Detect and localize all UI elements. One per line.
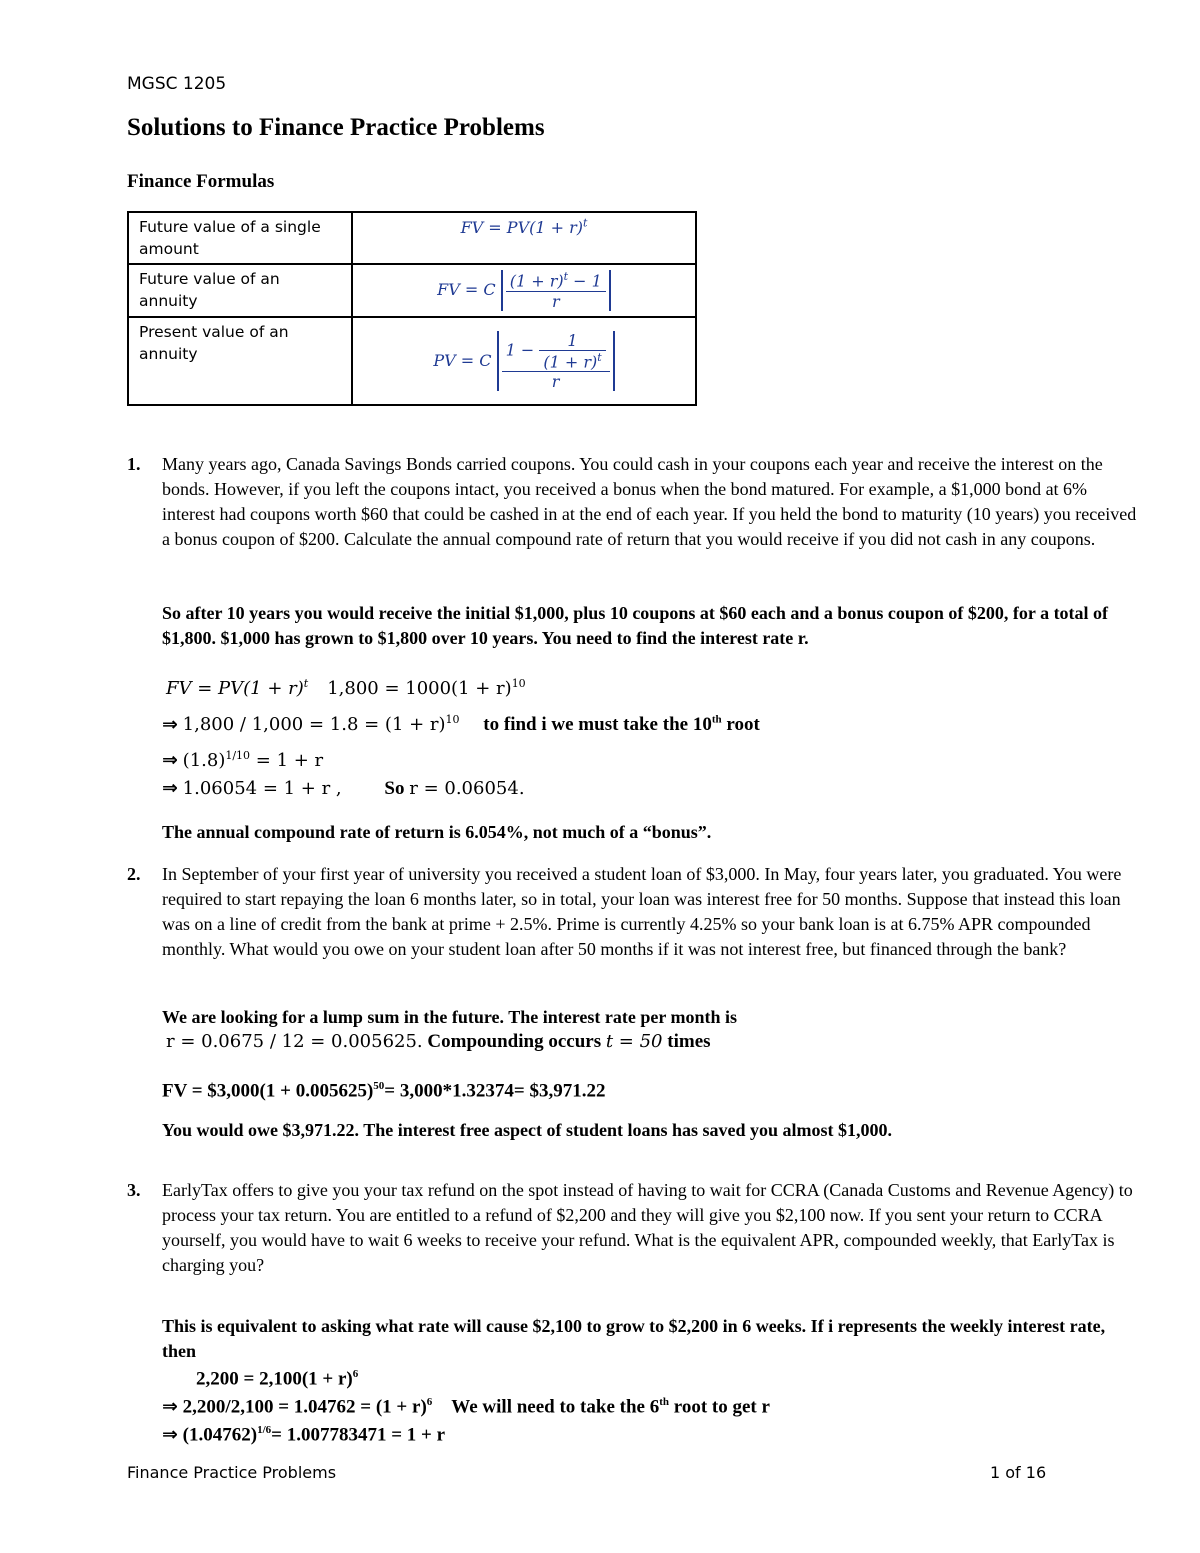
eq-note-sup: th <box>711 714 722 726</box>
problem-1 <box>127 452 1137 552</box>
implies-icon: ⇒ <box>162 713 178 736</box>
implies-icon: ⇒ <box>162 777 178 799</box>
eq-note-end: root <box>721 714 760 736</box>
eq-text: FV = PV(1 + r) <box>166 678 304 699</box>
formula-fv-single: FV = $PV(1 + r)^t$ <box>460 217 588 238</box>
problem-2 <box>127 862 1137 962</box>
eq-text: t = 50 <box>605 1031 663 1052</box>
formula-label: Future value of an annuity <box>128 264 352 317</box>
eq-text: 1.06054 = 1 + r , <box>182 778 342 799</box>
eq-exponent: 50 <box>373 1080 385 1092</box>
eq-exponent: 1/10 <box>225 749 251 762</box>
problem-3 <box>127 1178 1137 1278</box>
eq-exponent: 10 <box>511 677 526 690</box>
problem-number: 2. <box>127 864 141 884</box>
section-title: Finance Formulas <box>127 171 275 192</box>
eq-note: times <box>667 1031 711 1052</box>
problem-number: 1. <box>127 454 141 474</box>
eq-text: r = 0.06054. <box>409 778 525 799</box>
formula-row <box>128 212 696 264</box>
eq-note-sup: th <box>659 1396 669 1408</box>
equation <box>162 1416 445 1449</box>
eq-exponent: 10 <box>445 713 460 727</box>
formula-row <box>128 264 696 317</box>
problem-number: 3. <box>127 1180 141 1200</box>
eq-text: 1,800 = 1000(1 + r) <box>327 678 512 699</box>
implies-icon: ⇒ <box>162 749 178 771</box>
equation <box>162 670 526 703</box>
formula-fv-annuity: FV = C $\frac{(1 + r)^t - 1}{r}$ <box>437 280 611 299</box>
formula-cell <box>352 212 696 264</box>
problem-text: EarlyTax offers to give you your tax refund on the spot instead of having to wait for CCRA (Canada Customs and Revenue Agency) to process your tax return. You are entitled to a refund of $2,200 and they will give you $2,100 now. If you sent your return to CCRA yourself, you would have to wait 6 weeks to receive your refund. What is the equivalent APR, compounded weekly, that EarlyTax is charging you? <box>162 1180 1133 1275</box>
eq-exponent: 6 <box>426 1396 433 1408</box>
formulas-table <box>127 211 697 406</box>
eq-exponent: 1/6 <box>257 1424 272 1436</box>
eq-text: 2,200/2,100 = 1.04762 = (1 + r) <box>182 1396 427 1418</box>
eq-note-end: root to get r <box>669 1396 770 1418</box>
equation <box>162 706 760 739</box>
eq-exponent: 6 <box>352 1368 359 1380</box>
equation <box>162 774 525 803</box>
formula-cell <box>352 264 696 317</box>
eq-text: 1,800 / 1,000 = 1.8 = (1 + r) <box>182 714 446 736</box>
eq-text: 2,200 = 2,100(1 + r) <box>196 1368 353 1390</box>
eq-text: = 1.007783471 = 1 + r <box>271 1424 446 1446</box>
formula-cell <box>352 317 696 405</box>
formula-label: Present value of an annuity <box>128 317 352 405</box>
eq-text: = 3,000*1.32374= $3,971.22 <box>384 1080 606 1102</box>
equation <box>162 1028 711 1056</box>
eq-note: Compounding occurs <box>427 1031 602 1052</box>
equation <box>162 1072 605 1105</box>
problem-1-conclusion: The annual compound rate of return is 6.054%, not much of a “bonus”. <box>162 822 712 842</box>
eq-text: (1.04762) <box>182 1424 258 1446</box>
course-code: MGSC 1205 <box>127 74 227 94</box>
eq-note: to find i we must take the 10 <box>483 714 712 736</box>
eq-text: FV = $3,000(1 + 0.005625) <box>162 1080 374 1102</box>
page-title: Solutions to Finance Practice Problems <box>127 114 545 141</box>
implies-icon: ⇒ <box>162 1395 178 1418</box>
page-number: 1 of 16 <box>990 1463 1047 1482</box>
problem-3-solution: This is equivalent to asking what rate will cause $2,100 to grow to $2,200 in 6 weeks. If i represents the weekly interest rate, then <box>162 1316 1106 1361</box>
problem-text: Many years ago, Canada Savings Bonds carried coupons. You could cash in your coupons each year and receive the interest on the bonds. However, if you left the coupons intact, you received a bonus when the bond matured. For example, a $1,000 bond at 6% interest had coupons worth $60 that could be cashed in at the end of each year. If you held the bond to maturity (10 years) you received a bonus coupon of $200. Calculate the annual compound rate of return that you would receive if you did not cash in any coupons. <box>162 454 1137 549</box>
implies-icon: ⇒ <box>162 1423 178 1446</box>
eq-note: So <box>384 778 405 799</box>
eq-exponent: t <box>303 677 309 690</box>
problem-2-conclusion: You would owe $3,971.22. The interest free aspect of student loans has saved you almost $1,000. <box>162 1120 893 1140</box>
problem-text: In September of your first year of university you received a student loan of $3,000. In May, four years later, you graduated. You were required to start repaying the loan 6 months later, so in total, your loan was interest free for 50 months. Suppose that instead this loan was on a line of credit from the bank at prime + 2.5%. Prime is currently 4.25% so your bank loan is at 6.75% APR compounded monthly. What would you owe on your student loan after 50 months if it was not interest free, but financed through the bank? <box>162 864 1122 959</box>
footer-title: Finance Practice Problems <box>127 1463 337 1482</box>
equation <box>162 742 323 775</box>
formula-row <box>128 317 696 405</box>
problem-1-solution: So after 10 years you would receive the initial $1,000, plus 10 coupons at $60 each and a bonus coupon of $200, for a total of $1,800. $1,000 has grown to $1,800 over 10 years. You need to find the interest rate r. <box>162 603 1109 648</box>
eq-note: We will need to take the 6 <box>451 1396 660 1418</box>
eq-text: (1.8) <box>182 750 226 771</box>
eq-text: r = 0.0675 / 12 = 0.005625. <box>166 1031 423 1052</box>
formula-pv-annuity: PV = C 1 − $\frac{1}{(1 + r)^t}$ r <box>433 351 614 370</box>
problem-2-solution: We are looking for a lump sum in the future. The interest rate per month is <box>162 1007 738 1027</box>
formula-label: Future value of a single amount <box>128 212 352 264</box>
eq-text: = 1 + r <box>250 750 324 771</box>
